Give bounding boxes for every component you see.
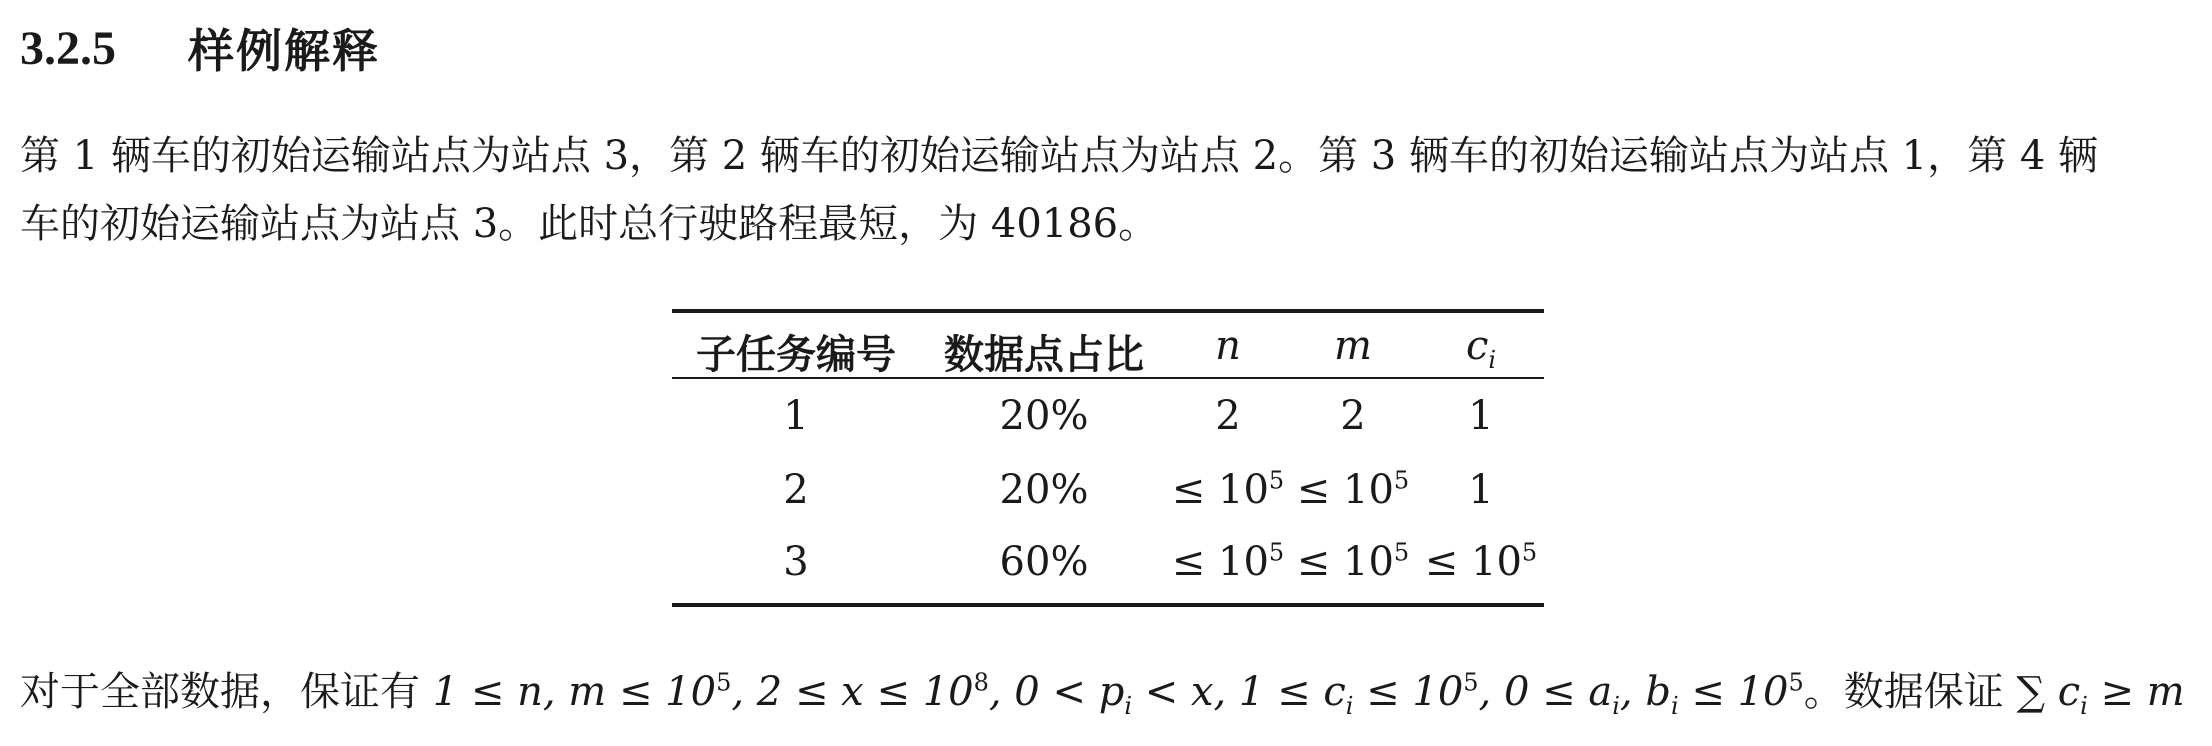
constraint-a-b: , $0 \le a_i$, $b_i \le 10^5$ bbox=[1478, 668, 1804, 720]
section-title: 样例解释 bbox=[188, 24, 380, 78]
constraint-sum: ∑ $c_i \ge m$ bbox=[2016, 669, 2185, 720]
table-row-1-c: 1 bbox=[1468, 393, 1494, 439]
header-data-ratio: 数据点占比 bbox=[944, 332, 1144, 378]
header-c: $c_i$ bbox=[1465, 323, 1497, 374]
explanation-line-2: 车的初始运输站点为站点 3。此时总行驶路程最短，为 40186。 bbox=[20, 201, 1159, 247]
table-row-3-m: ≤ $10^5$ bbox=[1296, 538, 1410, 585]
table-bottom-rule bbox=[672, 603, 1544, 607]
table-row-2-pct: 20% bbox=[999, 467, 1089, 513]
table-row-3-n: ≤ $10^5$ bbox=[1171, 538, 1285, 585]
table-row-1-pct: 20% bbox=[999, 393, 1089, 439]
table-row-2-n: ≤ $10^5$ bbox=[1171, 466, 1285, 513]
table-row-3-id: 3 bbox=[783, 539, 809, 585]
table-row-2-c: 1 bbox=[1468, 467, 1494, 513]
table-row-2-id: 2 bbox=[783, 467, 809, 513]
constraint-n-m: 1 ≤ n, $m \le 10^5$ bbox=[432, 668, 732, 715]
constraints-prefix: 对于全部数据，保证有 bbox=[20, 669, 433, 715]
section-number: 3.2.5 bbox=[20, 21, 116, 75]
constraints-suffix: 。数据保证 bbox=[1803, 669, 2017, 715]
table-row-1-id: 1 bbox=[783, 393, 809, 439]
table-row-2-m: ≤ $10^5$ bbox=[1296, 466, 1410, 513]
header-subtask-id: 子任务编号 bbox=[696, 332, 896, 378]
constraint-x: , $2 \le x \le 10^8$ bbox=[731, 668, 989, 715]
table-row-1-n: 2 bbox=[1215, 393, 1241, 439]
explanation-line-1: 第 1 辆车的初始运输站点为站点 3，第 2 辆车的初始运输站点为站点 2。第 3 辆车的初始运输站点为站点 1，第 4 辆 bbox=[20, 133, 2099, 179]
table-row-3-pct: 60% bbox=[999, 539, 1089, 585]
table-row-1-m: 2 bbox=[1340, 393, 1366, 439]
table-top-rule bbox=[672, 309, 1544, 313]
constraints-paragraph bbox=[20, 658, 2185, 726]
section-heading bbox=[20, 18, 380, 78]
header-n: n bbox=[1215, 323, 1241, 369]
table-row-3-c: ≤ $10^5$ bbox=[1424, 538, 1538, 585]
constraint-p: , $0 < p_i < x$, $1 \le c_i \le 10^5$ bbox=[988, 668, 1479, 720]
header-m: m bbox=[1334, 323, 1372, 369]
